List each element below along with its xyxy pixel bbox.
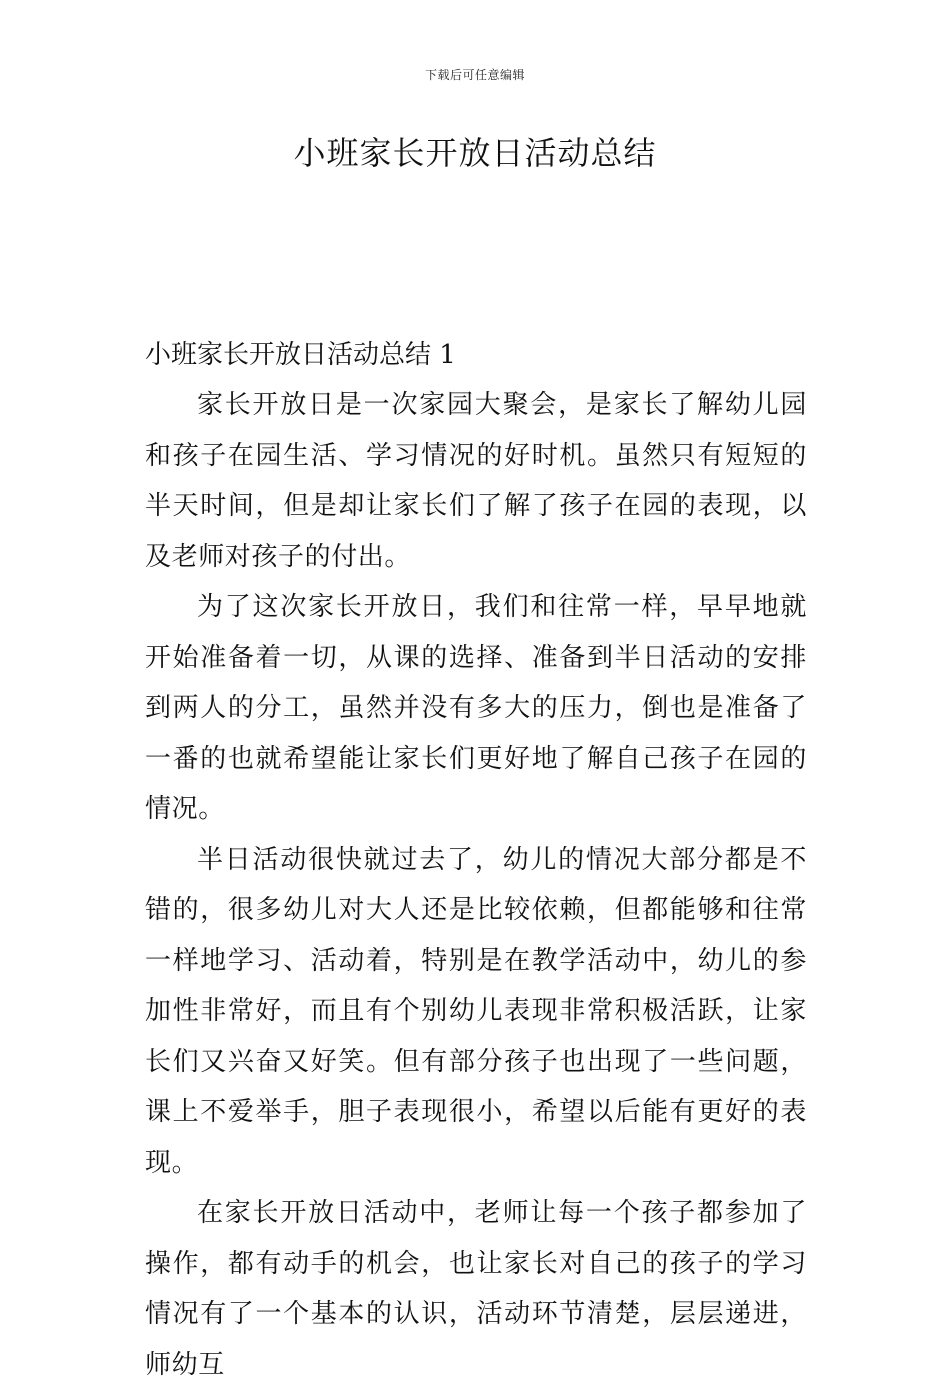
paragraph-1: 家长开放日是一次家园大聚会，是家长了解幼儿园和孩子在园生活、学习情况的好时机。虽然只有短短的半天时间，但是却让家长们了解了孩子在园的表现，以及老师对孩子的付出。 [145,390,807,572]
paragraph-2: 为了这次家长开放日，我们和往常一样，早早地就开始准备着一切，从课的选择、准备到半日活动的安排到两人的分工，虽然并没有多大的压力，倒也是准备了一番的也就希望能让家长们更好地了解自己孩子在园的情况。 [145,592,807,824]
paragraph-3: 半日活动很快就过去了，幼儿的情况大部分都是不错的，很多幼儿对大人还是比较依赖，但都能够和往常一样地学习、活动着，特别是在教学活动中，幼儿的参加性非常好，而且有个别幼儿表现非常积极活跃，让家长们又兴奋又好笑。但有部分孩子也出现了一些问题，课上不爱举手，胆子表现很小，希望以后能有更好的表现。 [145,844,807,1178]
paragraph-4: 在家长开放日活动中，老师让每一个孩子都参加了操作，都有动手的机会，也让家长对自己的孩子的学习情况有了一个基本的认识，活动环节清楚，层层递进，师幼互 [145,1198,807,1380]
section-heading: 小班家长开放日活动总结 1 [145,340,456,370]
document-title: 小班家长开放日活动总结 [293,134,657,172]
header-note: 下载后可任意编辑 [424,68,525,82]
document-body [145,330,807,1390]
